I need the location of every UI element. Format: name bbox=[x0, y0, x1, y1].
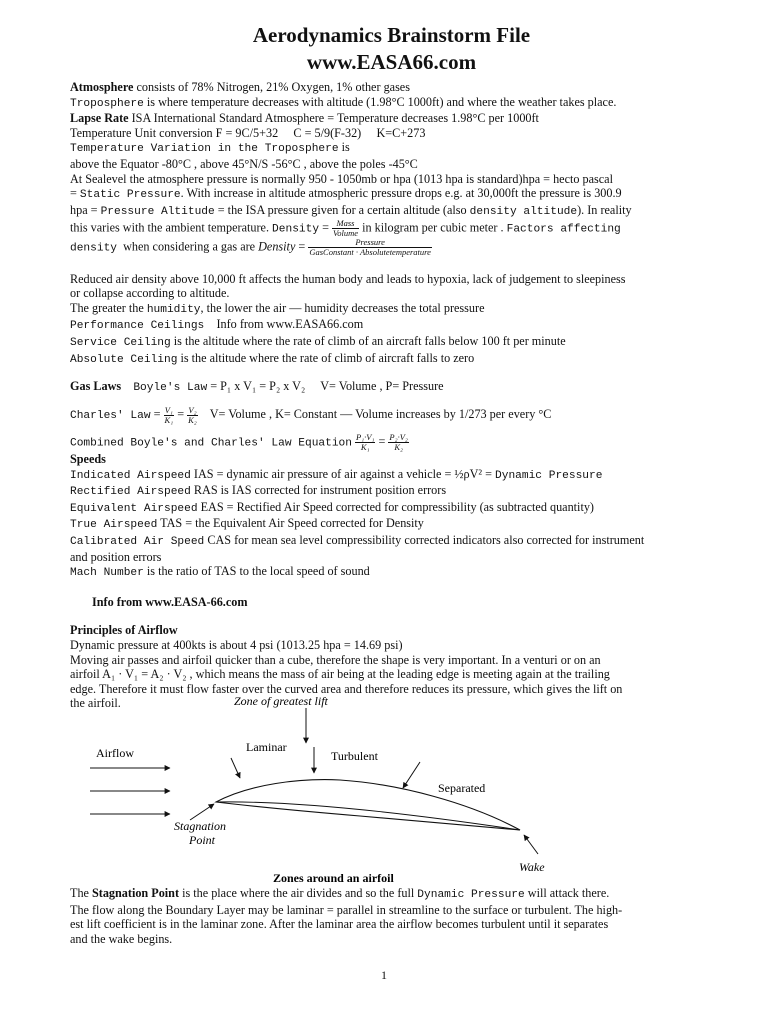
cas-line bbox=[70, 533, 713, 550]
airflow-heading: Principles of Airflow bbox=[70, 623, 178, 638]
ias-term: Indicated Airspeed bbox=[70, 469, 191, 482]
separated-arrow bbox=[403, 762, 420, 788]
atmosphere-term: Atmosphere bbox=[70, 80, 134, 94]
lapse-rate-term: Lapse Rate bbox=[70, 111, 129, 126]
stagnation-line-2: The flow along the Boundary Layer may be laminar = parallel in streamline to the surface or turbulent. The high- bbox=[70, 902, 623, 917]
sealevel-line-a: At Sealevel the atmosphere pressure is normally 950 - 1050mb or hpa (1013 hpa is standard)hpa = hecto pascal bbox=[70, 171, 613, 186]
eas-line bbox=[70, 500, 713, 517]
c-f2-den: K₂ bbox=[188, 414, 197, 425]
page-number: 1 bbox=[381, 968, 387, 982]
cb-f2-den: K₂ bbox=[394, 441, 403, 452]
atmosphere-line bbox=[70, 80, 713, 95]
humidity-post: , the lower the air — humidity decreases the total pressure bbox=[200, 300, 485, 315]
static-pressure-term: Static Pressure bbox=[79, 189, 181, 202]
sealevel-c-mid: = the ISA pressure given for a certain altitude (also bbox=[214, 202, 470, 217]
service-ceiling-text: is the altitude where the rate of climb of an aircraft falls below 100 ft per minute bbox=[170, 334, 566, 349]
cb-f1-num: P₁·V₁ bbox=[356, 431, 375, 442]
charles-fraction-2 bbox=[187, 406, 198, 425]
boyles-law-text: = P₁ x V₁ = P₂ x V₂ V= Volume , P= Pressure bbox=[207, 379, 444, 394]
lapse-rate-text: ISA International Standard Atmosphere = Temperature decreases 1.98°C per 1000ft bbox=[128, 111, 539, 126]
eas-text: EAS = Rectified Air Speed corrected for compressibility (as subtracted quantity) bbox=[197, 499, 594, 514]
airfoil-diagram bbox=[0, 688, 768, 888]
performance-ceilings-text: Info from www.EASA66.com bbox=[204, 317, 364, 332]
cas-text: CAS for mean sea level compressibility corrected indicators also corrected for instrument bbox=[204, 533, 645, 548]
combined-law-term: Combined Boyle's and Charles' Law Equation bbox=[70, 437, 352, 450]
frac-p-den: GasConstant · Absolutetemperature bbox=[309, 247, 431, 258]
gas-pre: when considering a gas are bbox=[117, 239, 259, 254]
document-subtitle: www.EASA66.com bbox=[306, 50, 477, 74]
mass-volume-fraction bbox=[332, 219, 359, 238]
moving-air-d: the airfoil. bbox=[70, 696, 121, 711]
sealevel-c-post: ). In reality bbox=[577, 202, 632, 217]
stagnation-line-4: and the wake begins. bbox=[70, 931, 173, 946]
tas-line bbox=[70, 516, 713, 533]
reduced-density-a: Reduced air density above 10,000 ft affects the human body and leads to hypoxia, lack of judgement to sleepiness bbox=[70, 271, 626, 286]
laminar-arrow bbox=[231, 758, 240, 778]
absolute-ceiling-line bbox=[70, 351, 713, 368]
stagnation-label-2: Point bbox=[189, 833, 215, 847]
troposphere-line bbox=[70, 95, 713, 112]
sealevel-b-pre: = bbox=[70, 186, 80, 201]
charles-law-term: Charles' Law bbox=[70, 409, 151, 422]
gas-laws-heading: Gas Laws bbox=[70, 379, 122, 394]
stag-pre: The bbox=[70, 886, 92, 900]
ras-line bbox=[70, 483, 713, 500]
density-word: density bbox=[70, 242, 117, 255]
info-line: Info from www.EASA-66.com bbox=[92, 594, 248, 609]
combined-fraction-1 bbox=[355, 433, 375, 452]
density-pre: this varies with the ambient temperature. bbox=[70, 220, 273, 235]
boyles-law-term: Boyle's Law bbox=[133, 382, 208, 395]
cas-term: Calibrated Air Speed bbox=[70, 536, 205, 549]
sealevel-c-pre: hpa = bbox=[70, 202, 101, 217]
service-ceiling-term: Service Ceiling bbox=[70, 337, 171, 350]
mach-line bbox=[70, 564, 713, 581]
laminar-label: Laminar bbox=[246, 740, 287, 754]
mach-term: Mach Number bbox=[70, 567, 144, 580]
pressure-fraction bbox=[308, 238, 432, 257]
ias-text: IAS = dynamic air pressure of air against a vehicle = ½ρV² = bbox=[190, 466, 496, 481]
charles-eq: = bbox=[150, 406, 164, 421]
troposphere-text: is where temperature decreases with altitude (1.98°C 1000ft) and where the weather takes place. bbox=[143, 94, 617, 109]
dynamic-pressure-term: Dynamic Pressure bbox=[495, 469, 603, 482]
ias-line bbox=[70, 467, 713, 484]
tas-term: True Airspeed bbox=[70, 519, 158, 532]
stag-post: will attack there. bbox=[524, 886, 610, 900]
document-title: Aerodynamics Brainstorm File bbox=[252, 23, 531, 47]
density-altitude-term: density altitude bbox=[469, 205, 578, 218]
airflow-label: Airflow bbox=[96, 746, 134, 760]
stagnation-line-1 bbox=[70, 886, 713, 903]
density-term: Density bbox=[272, 223, 320, 236]
moving-air-c: edge. Therefore it must flow faster over the curved area and therefore reduces its pressure, which gives the lift on bbox=[70, 681, 623, 696]
zone-lift-label: Zone of greatest lift bbox=[234, 694, 328, 708]
density-gas-line: density when considering a gas are Density = $\frac{\text{Pressure}}{\text{GasConstant · Absolutetemperature}}$ bbox=[70, 237, 431, 258]
c-f2-num: V₂ bbox=[188, 404, 197, 415]
cas-line-2: and position errors bbox=[70, 549, 162, 564]
turbulent-label: Turbulent bbox=[331, 749, 378, 763]
frac-mass-num: Mass bbox=[332, 219, 359, 229]
ras-term: Rectified Airspeed bbox=[70, 486, 191, 499]
sealevel-b-post: . With increase in altitude atmospheric pressure drops e.g. at 30,000ft the pressure is 300.9 bbox=[180, 186, 622, 201]
sealevel-line-b bbox=[70, 186, 713, 203]
c-f1-den: K₁ bbox=[164, 414, 174, 425]
atmosphere-text: consists of 78% Nitrogen, 21% Oxygen, 1% other gases bbox=[133, 80, 410, 94]
stagnation-line-3: est lift coefficient is in the laminar zone. After the laminar area the airflow becomes turbulent until it separates bbox=[70, 917, 609, 932]
reduced-density-b: or collapse according to altitude. bbox=[70, 286, 230, 301]
sealevel-line-c bbox=[70, 203, 713, 220]
service-ceiling-line bbox=[70, 334, 713, 351]
factors-affecting-term: Factors affecting bbox=[506, 223, 621, 236]
absolute-ceiling-term: Absolute Ceiling bbox=[70, 353, 178, 366]
separated-label: Separated bbox=[438, 781, 486, 795]
stag-mid: is the place where the air divides and so the full bbox=[179, 886, 418, 900]
humidity-pre: The greater the bbox=[70, 300, 147, 315]
stagnation-arrow bbox=[190, 804, 214, 820]
wake-arrow bbox=[524, 835, 538, 854]
wake-label: Wake bbox=[519, 860, 545, 874]
eas-term: Equivalent Airspeed bbox=[70, 502, 198, 515]
stagnation-label-1: Stagnation bbox=[174, 819, 227, 833]
temp-values-line: above the Equator -80°C , above 45°N/S -56°C , above the poles -45°C bbox=[70, 156, 418, 171]
diagram-caption: Zones around an airfoil bbox=[273, 871, 394, 885]
density-line bbox=[70, 219, 713, 238]
c-f1-num: V₁ bbox=[164, 404, 173, 415]
frac-mass-den: Volume bbox=[333, 228, 359, 239]
speeds-heading: Speeds bbox=[70, 452, 106, 467]
humidity-term: humidity bbox=[146, 303, 201, 316]
troposphere-term: Troposphere bbox=[70, 97, 144, 110]
absolute-ceiling-text: is the altitude where the rate of climb of aircraft falls to zero bbox=[177, 350, 475, 365]
charles-law-text: V= Volume , K= Constant — Volume increases by 1/273 per every °C bbox=[197, 406, 552, 421]
stag-dynamic-term: Dynamic Pressure bbox=[417, 889, 525, 901]
moving-air-b: airfoil A₁ · V₁ = A₂ · V₂ , which means the mass of air being at the leading edge is meeting again at the trailing bbox=[70, 667, 610, 682]
moving-air-a: Moving air passes and airfoil quicker than a cube, therefore the shape is very important. In a venturi or on an bbox=[70, 652, 601, 667]
performance-ceilings-term: Performance Ceilings bbox=[70, 320, 205, 333]
temp-variation-term: Temperature Variation in the Troposphere bbox=[70, 143, 339, 156]
combined-law-line bbox=[70, 433, 713, 452]
temp-conversion-line: Temperature Unit conversion F = 9C/5+32 C = 5/9(F-32) K=C+273 bbox=[70, 125, 426, 140]
ras-text: RAS is IAS corrected for instrument position errors bbox=[190, 483, 447, 498]
charles-fraction-1 bbox=[164, 406, 175, 425]
density-italic: Density bbox=[258, 239, 296, 254]
density-eq: = bbox=[319, 220, 333, 235]
document-page bbox=[70, 22, 713, 711]
cb-f2-num: P₂·V₂ bbox=[389, 431, 408, 442]
stagnation-term: Stagnation Point bbox=[92, 886, 180, 900]
combined-eq: = bbox=[375, 434, 389, 449]
dynamic-pressure-line: Dynamic pressure at 400kts is about 4 psi (1013.25 hpa = 14.69 psi) bbox=[70, 638, 403, 653]
boyles-law-line bbox=[70, 379, 713, 396]
lapse-rate-line bbox=[70, 111, 713, 126]
charles-eq-2: = bbox=[174, 406, 188, 421]
frac-p-num: Pressure bbox=[308, 238, 432, 248]
mach-text: is the ratio of TAS to the local speed of sound bbox=[143, 564, 370, 579]
charles-law-line bbox=[70, 405, 713, 425]
tas-text: TAS = the Equivalent Air Speed corrected for Density bbox=[157, 516, 424, 531]
humidity-line bbox=[70, 301, 713, 318]
density-post: in kilogram per cubic meter . bbox=[359, 220, 507, 235]
pressure-altitude-term: Pressure Altitude bbox=[100, 205, 215, 218]
temp-variation-line bbox=[70, 140, 713, 157]
stagnation-section bbox=[70, 886, 713, 946]
combined-fraction-2 bbox=[388, 433, 408, 452]
performance-ceilings-line bbox=[70, 317, 713, 334]
cb-f1-den: K₁ bbox=[360, 441, 370, 452]
temp-variation-text: is bbox=[338, 140, 350, 155]
